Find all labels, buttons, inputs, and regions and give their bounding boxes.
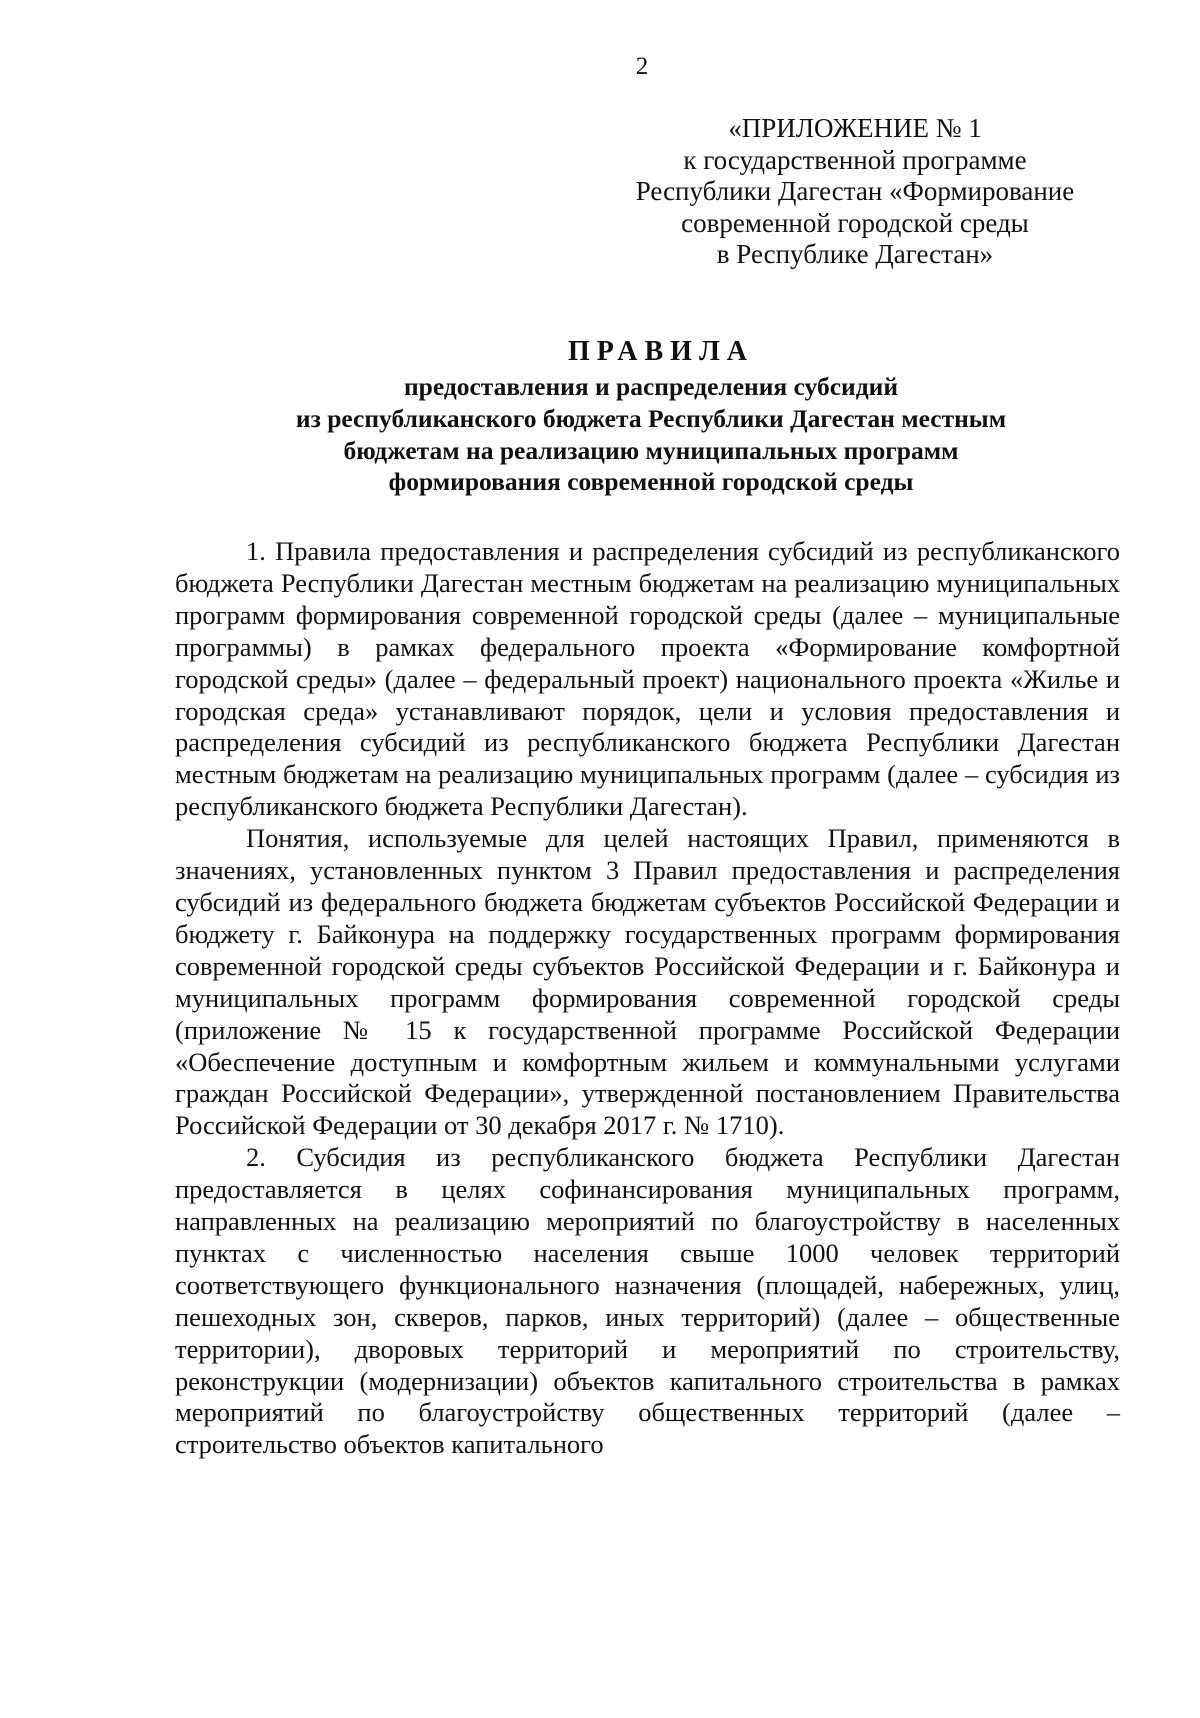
appendix-line: «ПРИЛОЖЕНИЕ № 1 — [728, 113, 982, 143]
paragraph-1: 1. Правила предоставления и распределения субсидий из республиканского бюджета Республики Дагестан местным бюджетам на реализацию муниципальных программ формирования современной городской среды (далее – муниципальные программы) в рамках федерального проекта «Формирование комфортной городской среды» (далее – федеральный проект) национального проекта «Жилье и городская среда» устанавливают порядок, цели и условия предоставления и распределения субсидий из республиканского бюджета Республики Дагестан местным бюджетам на реализацию муниципальных программ (далее – субсидия из республиканского бюджета Республики Дагестан). — [175, 536, 1120, 822]
document-body — [175, 536, 1120, 1461]
title-line: формирования современной городской среды — [388, 467, 914, 497]
paragraph-2: Понятия, используемые для целей настоящих Правил, применяются в значениях, установленных пунктом 3 Правил предоставления и распределения субсидий из федерального бюджета бюджетам субъектов Российской Федерации и бюджету г. Байконура на поддержку государственных программ формирования современной городской среды субъектов Российской Федерации и г. Байконура и муниципальных программ формирования современной городской среды (приложение № 15 к государственной программе Российской Федерации «Обеспечение доступным и комфортным жильем и коммунальными услугами граждан Российской Федерации», утвержденной постановлением Правительства Российской Федерации от 30 декабря 2017 г. № 1710). — [175, 823, 1120, 1141]
appendix-line: Республики Дагестан «Формирование — [635, 176, 1075, 206]
appendix-line: к государственной программе — [683, 144, 1027, 175]
title-line: из республиканского бюджета Республики Дагестан местным — [295, 403, 1007, 433]
title-main: ПРАВИЛА — [567, 336, 755, 367]
appendix-line: в Республике Дагестан» — [716, 239, 994, 269]
title-line: бюджетам на реализацию муниципальных программ — [343, 435, 959, 465]
appendix-line: современной городской среды — [681, 207, 1029, 238]
page-number: 2 — [635, 53, 649, 80]
paragraph-3: 2. Субсидия из республиканского бюджета Республики Дагестан предоставляется в целях софинансирования муниципальных программ, направленных на реализацию мероприятий по благоустройству в населенных пунктах с численностью населения свыше 1000 человек территорий соответствующего функционального назначения (площадей, набережных, улиц, пешеходных зон, скверов, парков, иных территорий) (далее – общественные территории), дворовых территорий и мероприятий по строительству, реконструкции (модернизации) объектов капитального строительства в рамках мероприятий по благоустройству общественных территорий (далее – строительство объектов капитального — [175, 1142, 1120, 1460]
document-title — [175, 333, 1127, 498]
appendix-header — [620, 113, 1090, 271]
title-subtitle — [175, 371, 1127, 498]
title-line: предоставления и распределения субсидий — [403, 372, 899, 401]
